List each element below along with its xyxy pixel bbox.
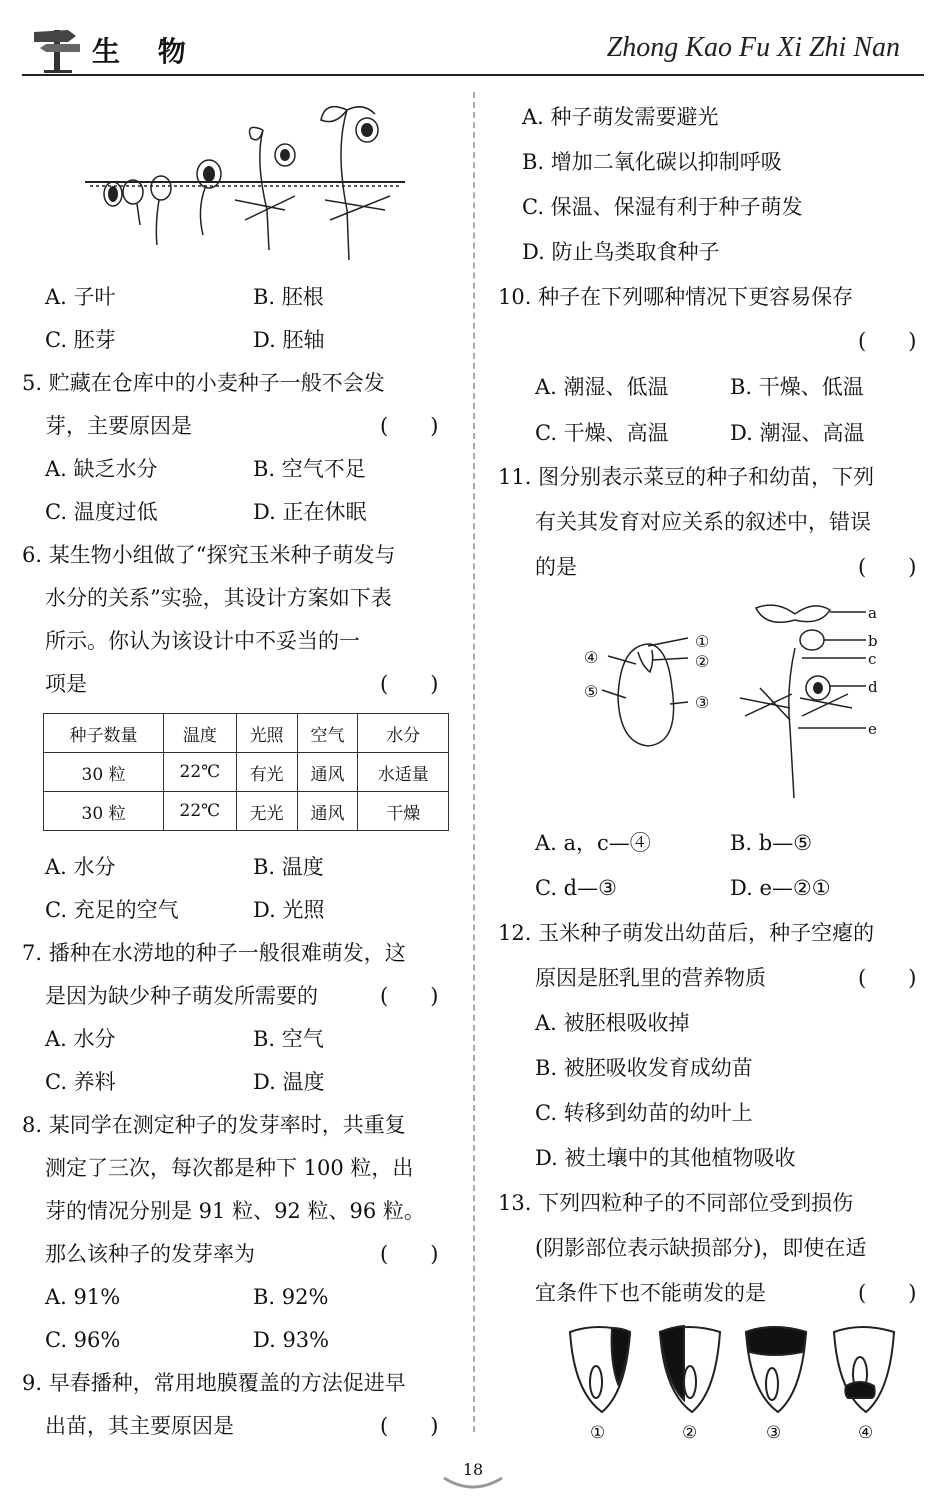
header-rule bbox=[22, 74, 924, 76]
q5-stem-line-2: 芽，主要原因是 bbox=[45, 414, 192, 438]
q9-stem-line-2: 出苗，其主要原因是 bbox=[45, 1414, 234, 1438]
table-cell: 无光 bbox=[236, 792, 297, 831]
seed-option-label-4: ④ bbox=[858, 1423, 874, 1443]
q5-option-b[interactable]: B. 空气不足 bbox=[253, 457, 366, 481]
q9-option-b[interactable]: B. 增加二氧化碳以抑制呼吸 bbox=[522, 150, 782, 174]
q6-stem-line-3: 所示。你认为该设计中不妥当的一 bbox=[45, 629, 360, 653]
q8-option-d[interactable]: D. 93% bbox=[253, 1328, 330, 1352]
table-row bbox=[44, 753, 449, 792]
q6-experiment-table bbox=[43, 713, 449, 831]
q10-answer-blank[interactable]: ( ) bbox=[858, 329, 917, 353]
seed-label-1: ① bbox=[695, 632, 710, 651]
q11-stem-line-1: 11. 图分别表示菜豆的种子和幼苗，下列 bbox=[498, 465, 875, 489]
q12-answer-blank[interactable]: ( ) bbox=[858, 966, 917, 990]
q8-answer-blank[interactable]: ( ) bbox=[380, 1242, 439, 1266]
plant-label-e: e bbox=[868, 720, 877, 738]
table-header-cell: 水分 bbox=[358, 714, 449, 753]
table-cell: 水适量 bbox=[358, 753, 449, 792]
table-cell: 30 粒 bbox=[44, 792, 164, 831]
q12-option-b[interactable]: B. 被胚吸收发育成幼苗 bbox=[535, 1056, 753, 1080]
column-divider bbox=[473, 92, 475, 1432]
q6-stem-line-4: 项是 bbox=[45, 672, 87, 696]
q12-stem-line-1: 12. 玉米种子萌发出幼苗后，种子空瘪的 bbox=[498, 921, 875, 945]
corn-seeds-figure bbox=[560, 1322, 900, 1422]
q10-option-c[interactable]: C. 干燥、高温 bbox=[535, 421, 669, 445]
q4-option-d[interactable]: D. 胚轴 bbox=[253, 328, 325, 352]
q7-stem-line-2: 是因为缺少种子萌发所需要的 bbox=[45, 984, 318, 1008]
table-header-cell: 种子数量 bbox=[44, 714, 164, 753]
q6-stem-line-2: 水分的关系”实验，其设计方案如下表 bbox=[45, 586, 392, 610]
table-header-cell: 温度 bbox=[164, 714, 237, 753]
q11-option-a[interactable]: A. a，c—④ bbox=[535, 831, 651, 855]
q7-option-b[interactable]: B. 空气 bbox=[253, 1027, 324, 1051]
q9-option-a[interactable]: A. 种子萌发需要避光 bbox=[522, 105, 719, 129]
seed-option-label-1: ① bbox=[590, 1423, 606, 1443]
q12-option-c[interactable]: C. 转移到幼苗的幼叶上 bbox=[535, 1101, 753, 1125]
q5-stem-line-1: 5. 贮藏在仓库中的小麦种子一般不会发 bbox=[22, 371, 385, 395]
table-cell: 22℃ bbox=[164, 792, 237, 831]
q11-stem-line-2: 有关其发育对应关系的叙述中，错误 bbox=[535, 510, 871, 534]
q10-option-d[interactable]: D. 潮湿、高温 bbox=[730, 421, 865, 445]
q7-option-c[interactable]: C. 养料 bbox=[45, 1070, 116, 1094]
q9-answer-blank[interactable]: ( ) bbox=[380, 1414, 439, 1438]
q6-option-a[interactable]: A. 水分 bbox=[45, 855, 116, 879]
q5-option-a[interactable]: A. 缺乏水分 bbox=[45, 457, 158, 481]
plant-label-b: b bbox=[868, 632, 878, 650]
q6-option-d[interactable]: D. 光照 bbox=[253, 898, 325, 922]
q10-stem-line-1: 10. 种子在下列哪种情况下更容易保存 bbox=[498, 285, 854, 309]
q5-answer-blank[interactable]: ( ) bbox=[380, 414, 439, 438]
plant-label-c: c bbox=[868, 650, 877, 668]
q8-stem-line-3: 芽的情况分别是 91 粒、92 粒、96 粒。 bbox=[45, 1199, 425, 1223]
table-cell: 30 粒 bbox=[44, 753, 164, 792]
q5-option-c[interactable]: C. 温度过低 bbox=[45, 500, 158, 524]
signpost-logo-icon bbox=[28, 22, 88, 74]
q6-option-c[interactable]: C. 充足的空气 bbox=[45, 898, 179, 922]
plant-label-a: a bbox=[868, 604, 877, 622]
q8-option-b[interactable]: B. 92% bbox=[253, 1285, 329, 1309]
q9-option-c[interactable]: C. 保温、保湿有利于种子萌发 bbox=[522, 195, 803, 219]
q10-option-b[interactable]: B. 干燥、低温 bbox=[730, 375, 864, 399]
q7-option-d[interactable]: D. 温度 bbox=[253, 1070, 325, 1094]
q8-option-a[interactable]: A. 91% bbox=[45, 1285, 121, 1309]
q6-option-b[interactable]: B. 温度 bbox=[253, 855, 324, 879]
table-cell: 通风 bbox=[297, 792, 358, 831]
q13-stem-line-2: (阴影部位表示缺损部分)，即使在适 bbox=[535, 1236, 867, 1260]
q13-stem-line-1: 13. 下列四粒种子的不同部位受到损伤 bbox=[498, 1191, 854, 1215]
table-header-row bbox=[44, 714, 449, 753]
q4-option-b[interactable]: B. 胚根 bbox=[253, 285, 324, 309]
q8-stem-line-1: 8. 某同学在测定种子的发芽率时，共重复 bbox=[22, 1113, 406, 1137]
q12-stem-line-2: 原因是胚乳里的营养物质 bbox=[535, 966, 766, 990]
q6-answer-blank[interactable]: ( ) bbox=[380, 672, 439, 696]
table-header-cell: 光照 bbox=[236, 714, 297, 753]
q4-option-c[interactable]: C. 胚芽 bbox=[45, 328, 116, 352]
seed-option-label-2: ② bbox=[682, 1423, 698, 1443]
seed-label-3: ③ bbox=[695, 693, 710, 712]
q11-option-d[interactable]: D. e—②① bbox=[730, 876, 831, 900]
q8-stem-line-4: 那么该种子的发芽率为 bbox=[45, 1242, 255, 1266]
page-number: 18 bbox=[462, 1460, 484, 1479]
q10-option-a[interactable]: A. 潮湿、低温 bbox=[535, 375, 669, 399]
q11-option-b[interactable]: B. b—⑤ bbox=[730, 831, 813, 855]
table-header-cell: 空气 bbox=[297, 714, 358, 753]
q12-option-a[interactable]: A. 被胚根吸收掉 bbox=[535, 1011, 690, 1035]
q9-stem-line-1: 9. 早春播种，常用地膜覆盖的方法促进早 bbox=[22, 1371, 406, 1395]
q7-answer-blank[interactable]: ( ) bbox=[380, 984, 439, 1008]
series-title: Zhong Kao Fu Xi Zhi Nan bbox=[606, 32, 900, 63]
q13-stem-line-3: 宜条件下也不能萌发的是 bbox=[535, 1281, 766, 1305]
q9-option-d[interactable]: D. 防止鸟类取食种子 bbox=[522, 240, 720, 264]
subject-title: 生 物 bbox=[92, 35, 200, 68]
table-cell: 22℃ bbox=[164, 753, 237, 792]
table-cell: 干燥 bbox=[358, 792, 449, 831]
q8-stem-line-2: 测定了三次，每次都是种下 100 粒，出 bbox=[45, 1156, 414, 1180]
q6-stem-line-1: 6. 某生物小组做了“探究玉米种子萌发与 bbox=[22, 543, 396, 567]
seed-label-2: ② bbox=[695, 652, 710, 671]
germination-sequence-figure bbox=[85, 100, 410, 265]
bean-seed-seedling-figure bbox=[580, 598, 880, 808]
q11-answer-blank[interactable]: ( ) bbox=[858, 555, 917, 579]
q12-option-d[interactable]: D. 被土壤中的其他植物吸收 bbox=[535, 1146, 796, 1170]
seed-option-label-3: ③ bbox=[766, 1423, 782, 1443]
q5-option-d[interactable]: D. 正在休眠 bbox=[253, 500, 367, 524]
q7-stem-line-1: 7. 播种在水涝地的种子一般很难萌发，这 bbox=[22, 941, 406, 965]
seed-label-5: ⑤ bbox=[584, 682, 599, 701]
q8-option-c[interactable]: C. 96% bbox=[45, 1328, 121, 1352]
q11-stem-line-3: 的是 bbox=[535, 555, 577, 579]
table-cell: 通风 bbox=[297, 753, 358, 792]
table-row bbox=[44, 792, 449, 831]
q11-option-c[interactable]: C. d—③ bbox=[535, 876, 617, 900]
q13-answer-blank[interactable]: ( ) bbox=[858, 1281, 917, 1305]
seed-label-4: ④ bbox=[584, 648, 599, 667]
q7-option-a[interactable]: A. 水分 bbox=[45, 1027, 116, 1051]
q4-option-a[interactable]: A. 子叶 bbox=[45, 285, 116, 309]
plant-label-d: d bbox=[868, 678, 878, 696]
table-cell: 有光 bbox=[236, 753, 297, 792]
